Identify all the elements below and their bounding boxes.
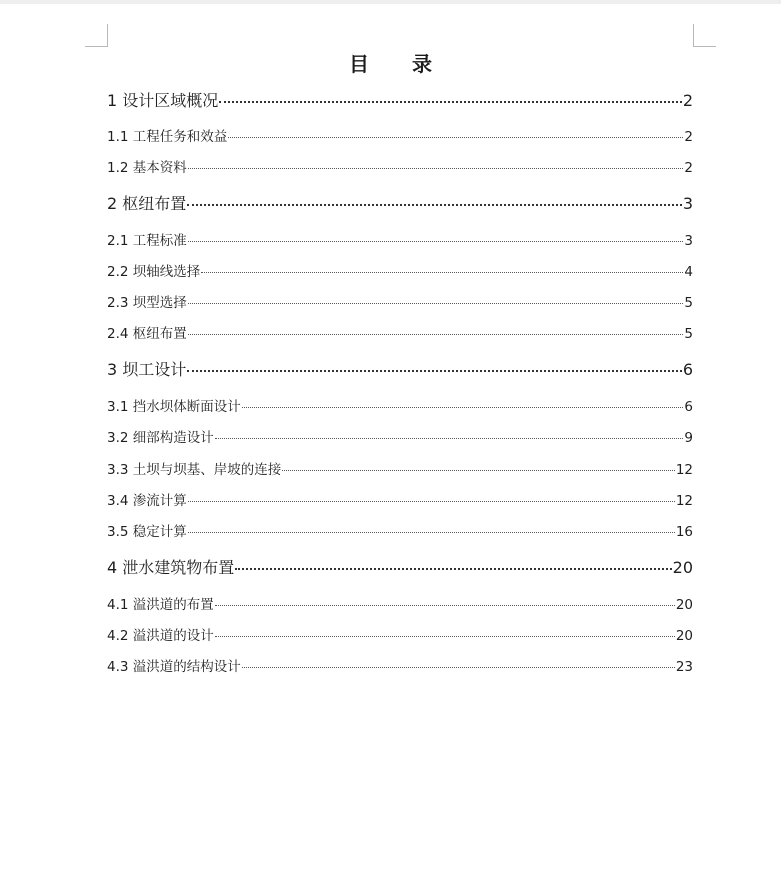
toc-entry-label: 3.5 稳定计算 <box>107 524 187 540</box>
toc-dot-leader <box>187 370 682 372</box>
toc-dot-leader <box>201 272 683 273</box>
toc-page-number: 20 <box>675 628 693 644</box>
toc-entry-section[interactable] <box>107 593 693 613</box>
toc-dot-leader <box>242 407 684 408</box>
toc-dot-leader <box>282 470 675 471</box>
toc-page-number: 2 <box>682 91 693 110</box>
toc-page-number: 6 <box>682 360 693 379</box>
toc-entry-section[interactable] <box>107 489 693 509</box>
toc-page-number: 2 <box>684 129 693 145</box>
toc-dot-leader <box>215 636 675 637</box>
toc-entry-label: 3 坝工设计 <box>107 360 187 379</box>
toc-entry-label: 1.2 基本资料 <box>107 160 187 176</box>
toc-entry-section[interactable] <box>107 260 693 280</box>
toc-page-number: 5 <box>684 295 693 311</box>
toc-entry-section[interactable] <box>107 426 693 446</box>
toc-entry-label: 3.3 土坝与坝基、岸坡的连接 <box>107 462 282 478</box>
toc-entry-label: 4.2 溢洪道的设计 <box>107 628 214 644</box>
toc-entry-section[interactable] <box>107 322 693 342</box>
toc-entry-chapter[interactable] <box>107 357 693 380</box>
toc-dot-leader <box>215 605 675 606</box>
document-page <box>0 4 781 880</box>
toc-dot-leader <box>228 137 683 138</box>
toc-dot-leader <box>188 241 684 242</box>
toc-page-number: 6 <box>684 399 693 415</box>
toc-entry-section[interactable] <box>107 229 693 249</box>
toc-dot-leader <box>188 501 675 502</box>
toc-entry-label: 4 泄水建筑物布置 <box>107 558 235 577</box>
toc-page-number: 23 <box>675 659 693 675</box>
toc-entry-section[interactable] <box>107 624 693 644</box>
toc-dot-leader <box>188 303 684 304</box>
toc-dot-leader <box>188 334 684 335</box>
toc-entry-label: 1 设计区域概况 <box>107 91 219 110</box>
toc-entry-label: 1.1 工程任务和效益 <box>107 129 228 145</box>
toc-page-number: 16 <box>675 524 693 540</box>
toc-page-number: 20 <box>675 597 693 613</box>
toc-page-number: 12 <box>675 462 693 478</box>
toc-page-number: 3 <box>682 194 693 213</box>
toc-entry-chapter[interactable] <box>107 191 693 214</box>
toc-page-number: 20 <box>672 558 693 577</box>
toc-entry-label: 4.1 溢洪道的布置 <box>107 597 214 613</box>
toc-entry-label: 2.2 坝轴线选择 <box>107 264 201 280</box>
toc-entry-label: 2.1 工程标准 <box>107 233 187 249</box>
toc-entry-section[interactable] <box>107 395 693 415</box>
toc-entry-section[interactable] <box>107 655 693 675</box>
toc-entry-label: 4.3 溢洪道的结构设计 <box>107 659 241 675</box>
toc-entry-section[interactable] <box>107 156 693 176</box>
toc-page-number: 5 <box>684 326 693 342</box>
toc-page-number: 3 <box>684 233 693 249</box>
toc-dot-leader <box>188 168 684 169</box>
toc-entry-chapter[interactable] <box>107 88 693 111</box>
toc-entry-label: 2.4 枢纽布置 <box>107 326 187 342</box>
toc-entry-section[interactable] <box>107 520 693 540</box>
toc-dot-leader <box>242 667 675 668</box>
margin-corner-mark-left <box>85 24 108 47</box>
toc-page-number: 12 <box>675 493 693 509</box>
toc-entry-section[interactable] <box>107 458 693 478</box>
toc-dot-leader <box>187 204 682 206</box>
toc-dot-leader <box>188 532 675 533</box>
toc-page-number: 2 <box>684 160 693 176</box>
toc-entry-label: 3.4 渗流计算 <box>107 493 187 509</box>
toc-dot-leader <box>235 568 671 570</box>
toc-entry-chapter[interactable] <box>107 555 693 578</box>
margin-corner-mark-right <box>693 24 716 47</box>
toc-page-number: 9 <box>684 430 693 446</box>
toc-title: 目 录 <box>349 52 450 76</box>
toc-entry-section[interactable] <box>107 125 693 145</box>
toc-entry-label: 2.3 坝型选择 <box>107 295 187 311</box>
toc-entry-section[interactable] <box>107 291 693 311</box>
toc-dot-leader <box>219 101 682 103</box>
toc-page-number: 4 <box>684 264 693 280</box>
toc-entry-label: 3.2 细部构造设计 <box>107 430 214 446</box>
toc-entry-label: 2 枢纽布置 <box>107 194 187 213</box>
toc-dot-leader <box>215 438 684 439</box>
toc-entry-label: 3.1 挡水坝体断面设计 <box>107 399 241 415</box>
